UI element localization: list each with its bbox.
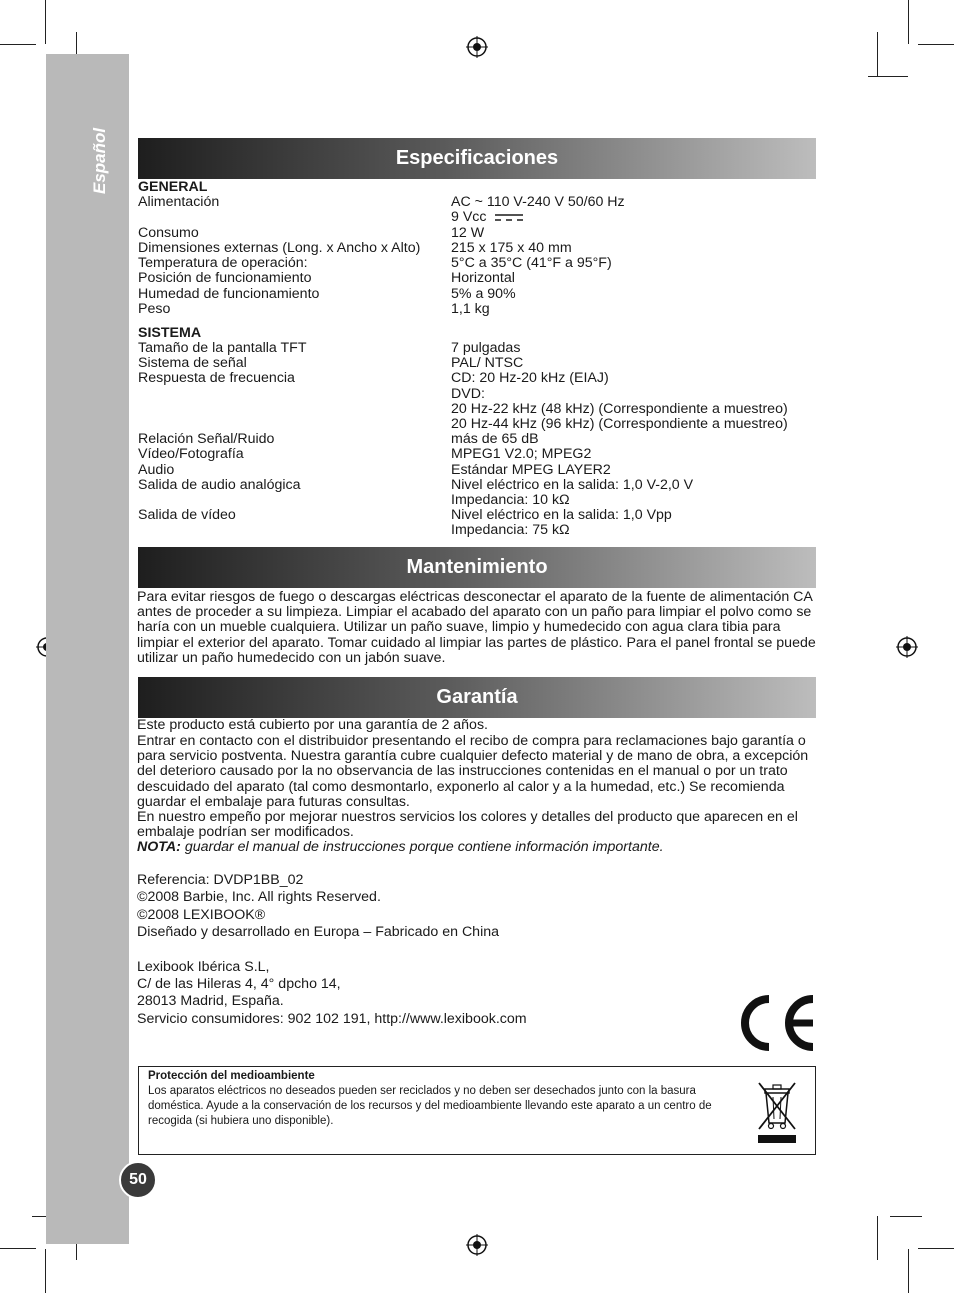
crop-mark: [908, 0, 909, 44]
language-label: Español: [90, 127, 109, 194]
crop-mark: [877, 32, 878, 76]
company-address-2: 28013 Madrid, España.: [137, 993, 284, 1009]
general-heading: GENERAL: [138, 179, 208, 195]
dc-symbol-icon: [494, 212, 524, 222]
ce-mark-icon: [733, 993, 817, 1053]
spec-value: Nivel eléctrico en la salida: 1,0 Vpp: [451, 507, 672, 523]
registration-mark-icon: [466, 1234, 488, 1256]
crop-mark: [45, 0, 46, 44]
spec-value: MPEG1 V2.0; MPEG2: [451, 446, 592, 462]
spec-value: 5% a 90%: [451, 286, 516, 302]
reference: Referencia: DVDP1BB_02: [137, 872, 304, 888]
spec-label: Consumo: [138, 225, 199, 241]
section-header-specifications: Especificaciones: [138, 138, 816, 179]
maintenance-text: Para evitar riesgos de fuego o descargas eléctricas desconectar el aparato de la fuente de alimentación CA antes de proceder a su limpieza. Limpiar el acabado del aparato con un paño para limpiar el polvo como se haría con un mueble cualquiera. Utilizar un paño suave, limpio y humedecido con agua clara tibia para limpiar el exterior del aparato. Tomar cuidado al limpiar las partes de plástico. Para el panel frontal se puede utilizar un paño humedecido con un jabón suave.: [137, 589, 816, 666]
spec-value: 12 W: [451, 225, 485, 241]
warranty-terms: Entrar en contacto con el distribuidor presentando el recibo de compra para reclamaciones bajo garantía o para servicio postventa. Nuestra garantía cubre cualquier defecto material y de mano de obra, a excepción del deterioro causado por la no observancia de las instrucciones contenidas en el manual o por un trato descuidado del aparato (tal como desmontarlo, exponerlo al calor y a la humedad, etc.) Se recomienda guardar el embalaje para futuras consultas.: [137, 733, 809, 810]
spec-label: Salida de audio analógica: [138, 477, 301, 493]
spec-value: Estándar MPEG LAYER2: [451, 462, 611, 478]
crop-mark: [908, 1249, 909, 1293]
crop-mark: [918, 44, 954, 45]
spec-label: Respuesta de frecuencia: [138, 370, 295, 386]
spec-label: Alimentación: [138, 194, 220, 210]
spec-label: Humedad de funcionamiento: [138, 286, 320, 302]
company-name: Lexibook Ibérica S.L,: [137, 959, 270, 975]
crop-mark: [877, 1216, 878, 1260]
spec-value: Impedancia: 75 kΩ: [451, 522, 570, 538]
crop-mark: [45, 1249, 46, 1293]
nota-label: NOTA:: [137, 839, 181, 855]
spec-value: más de 65 dB: [451, 431, 539, 447]
company-address-1: C/ de las Hileras 4, 4° dpcho 14,: [137, 976, 341, 992]
spec-label: Salida de vídeo: [138, 507, 236, 523]
warranty-nota: [137, 840, 817, 855]
section-header-maintenance: Mantenimiento: [138, 547, 816, 588]
spec-value: 7 pulgadas: [451, 340, 521, 356]
registration-mark-icon: [466, 36, 488, 58]
crop-mark: [868, 76, 908, 77]
spec-label: Posición de funcionamiento: [138, 270, 312, 286]
spec-label: Sistema de señal: [138, 355, 247, 371]
spec-value: PAL/ NTSC: [451, 355, 524, 371]
spec-value-text: 9 Vcc: [451, 209, 487, 225]
crop-mark: [0, 1248, 36, 1249]
made-in: Diseñado y desarrollado en Europa – Fabricado en China: [137, 924, 500, 940]
spec-value: 20 Hz-22 kHz (48 kHz) (Correspondiente a muestreo): [451, 401, 788, 417]
warranty-product-note: En nuestro empeño por mejorar nuestros servicios los colores y detalles del producto que aparecen en el embalaje podrían ser modificados.: [137, 809, 798, 841]
spec-label: Temperatura de operación:: [138, 255, 308, 271]
environment-title: Protección del medioambiente: [148, 1070, 315, 1082]
weee-crossed-bin-icon: [755, 1079, 799, 1145]
side-band: [46, 54, 129, 1244]
crop-mark: [0, 44, 36, 45]
spec-value: [451, 210, 524, 225]
spec-label: Dimensiones externas (Long. x Ancho x Alto): [138, 240, 421, 256]
nota-text: guardar el manual de instrucciones porque contiene información importante.: [180, 839, 664, 855]
spec-value: 20 Hz-44 kHz (96 kHz) (Correspondiente a muestreo): [451, 416, 788, 432]
customer-service: Servicio consumidores: 902 102 191, http://www.lexibook.com: [137, 1011, 527, 1027]
crop-mark: [890, 1216, 922, 1217]
spec-value: AC ~ 110 V-240 V 50/60 Hz: [451, 194, 625, 210]
spec-label: Peso: [138, 301, 171, 317]
environment-text: Los aparatos eléctricos no deseados pueden ser reciclados y no deben ser desechados junto con la basura doméstica. Ayude a la conservación de los recursos y del medioambiente llevando este aparato a un centro de recogida (si hubiera uno disponible).: [148, 1085, 712, 1128]
spec-label: Audio: [138, 462, 175, 478]
spec-label: Relación Señal/Ruido: [138, 431, 275, 447]
crop-mark: [918, 1248, 954, 1249]
environment-box: [138, 1066, 816, 1155]
spec-value: 1,1 kg: [451, 301, 490, 317]
spec-value: DVD:: [451, 386, 485, 402]
sistema-heading: SISTEMA: [138, 325, 202, 341]
section-header-warranty: Garantía: [138, 677, 816, 718]
spec-value: 5°C a 35°C (41°F a 95°F): [451, 255, 612, 271]
page-number: 50: [119, 1161, 157, 1199]
spec-value: Nivel eléctrico en la salida: 1,0 V-2,0 V: [451, 477, 694, 493]
copyright-barbie: ©2008 Barbie, Inc. All rights Reserved.: [137, 889, 381, 905]
registration-mark-icon: [896, 636, 918, 658]
spec-value: Horizontal: [451, 270, 515, 286]
spec-value: Impedancia: 10 kΩ: [451, 492, 570, 508]
warranty-intro: Este producto está cubierto por una garantía de 2 años.: [137, 717, 488, 733]
spec-label: Tamaño de la pantalla TFT: [138, 340, 307, 356]
copyright-lexibook: ©2008 LEXIBOOK®: [137, 907, 266, 923]
spec-value: CD: 20 Hz-20 kHz (EIAJ): [451, 370, 609, 386]
spec-value: 215 x 175 x 40 mm: [451, 240, 572, 256]
spec-label: Vídeo/Fotografía: [138, 446, 244, 462]
